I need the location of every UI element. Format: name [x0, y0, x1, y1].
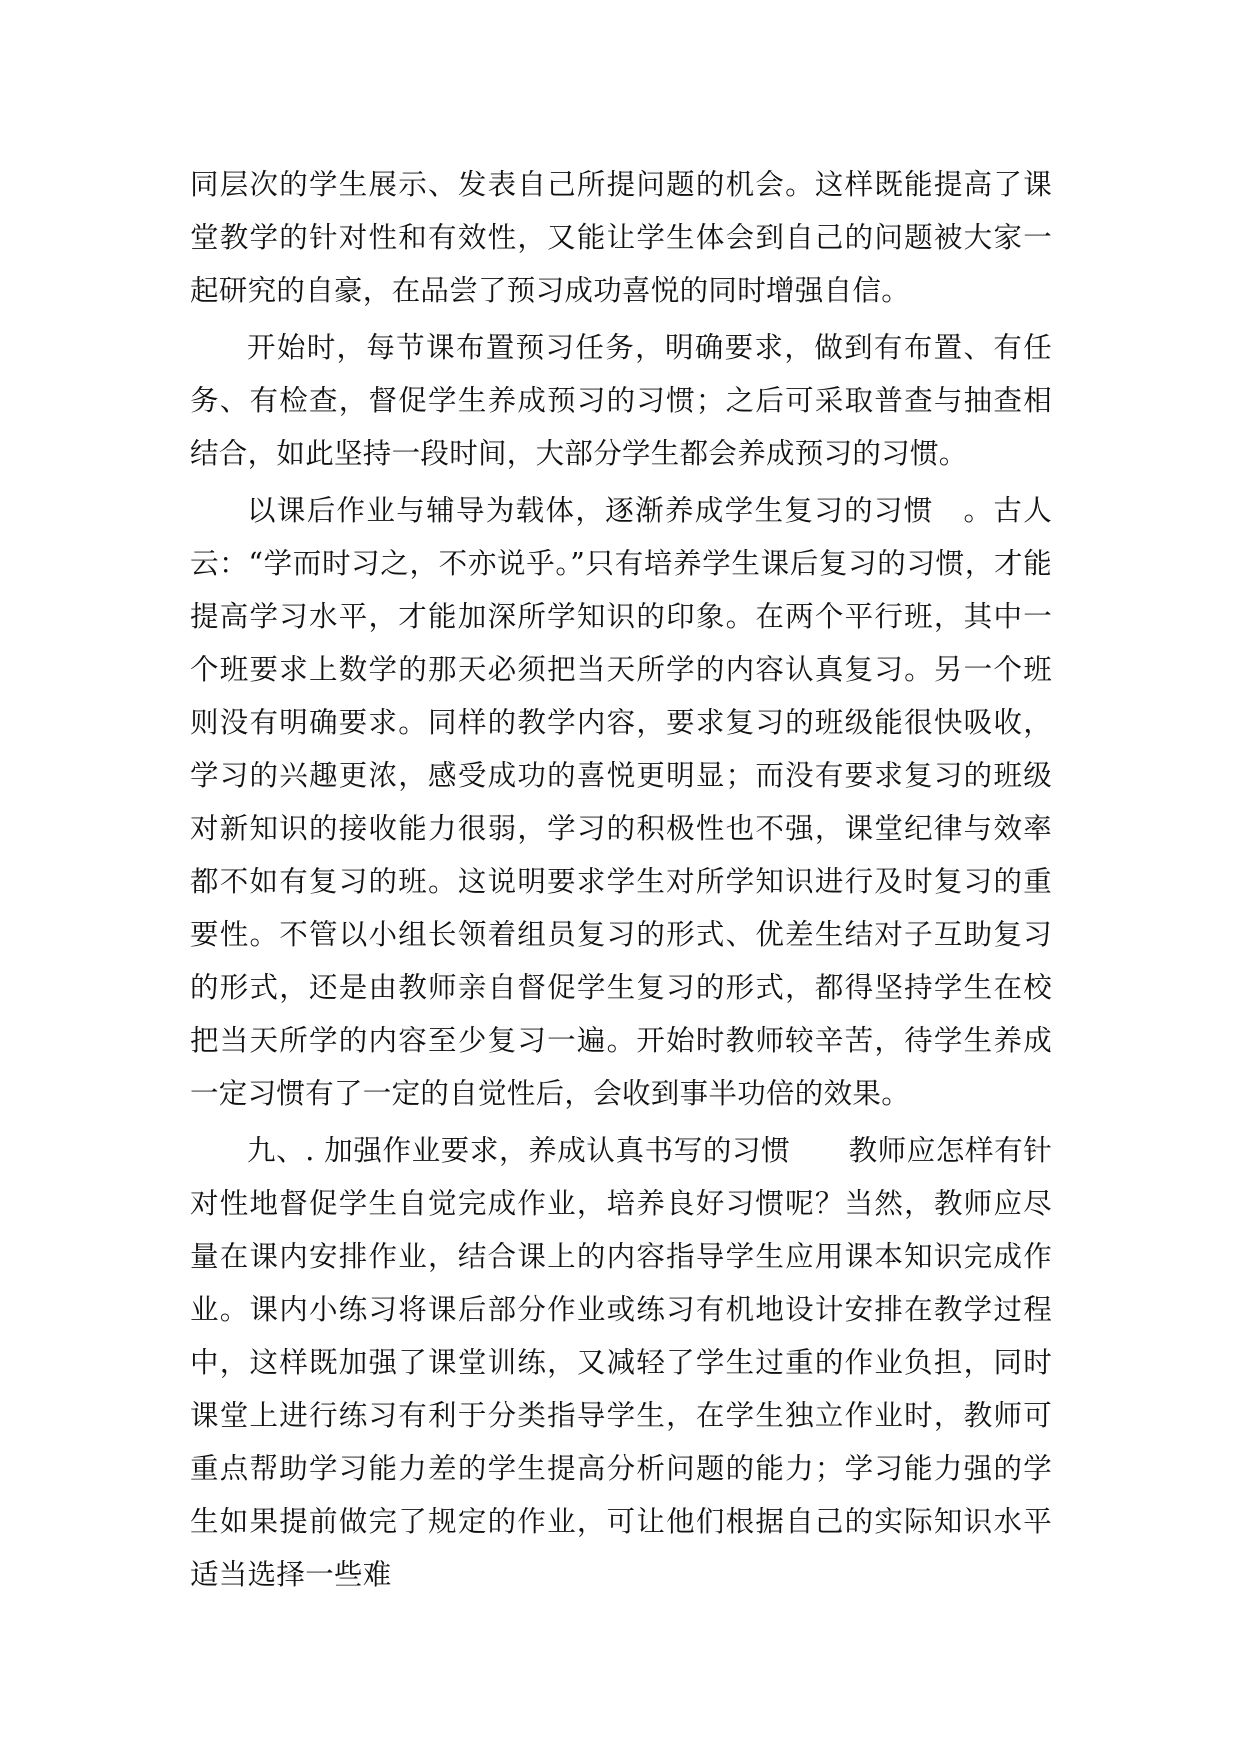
paragraph-homework-habit: 九、. 加强作业要求，养成认真书写的习惯 教师应怎样有针对性地督促学生自觉完成作业，培养良好习惯呢？当然，教师应尽量在课内安排作业，结合课上的内容指导学生应用课本知识完成作业。课内小练习将课后部分作业或练习有机地设计安排在教学过程中，这样既加强了课堂训练，又减轻了学生过重的作业负担，同时课堂上进行练习有利于分类指导学生，在学生独立作业时，教师可重点帮助学习能力差的学生提高分析问题的能力；学习能力强的学生如果提前做完了规定的作业，可让他们根据自己的实际知识水平适当选择一些难	[190, 1134, 1052, 1591]
paragraph-review-habit: 以课后作业与辅导为载体，逐渐养成学生复习的习惯 。古人云：“学而时习之，不亦说乎。”只有培养学生课后复习的习惯，才能提高学习水平，才能加深所学知识的印象。在两个平行班，其中一个班要求上数学的那天必须把当天所学的内容认真复习。另一个班则没有明确要求。同样的教学内容，要求复习的班级能很快吸收，学习的兴趣更浓，感受成功的喜悦更明显；而没有要求复习的班级对新知识的接收能力很弱，学习的积极性也不强，课堂纪律与效率都不如有复习的班。这说明要求学生对所学知识进行及时复习的重要性。不管以小组长领着组员复习的形式、优差生结对子互助复习的形式，还是由教师亲自督促学生复习的形式，都得坚持学生在校把当天所学的内容至少复习一遍。开始时教师较辛苦，待学生养成一定习惯有了一定的自觉性后，会收到事半功倍的效果。	[190, 494, 1052, 1110]
paragraph-continuation: 同层次的学生展示、发表自己所提问题的机会。这样既能提高了课堂教学的针对性和有效性，又能让学生体会到自己的问题被大家一起研究的自豪，在品尝了预习成功喜悦的同时增强自信。	[190, 168, 1052, 307]
paragraph-preview-routine: 开始时，每节课布置预习任务，明确要求，做到有布置、有任务、有检查，督促学生养成预习的习惯；之后可采取普查与抽查相结合，如此坚持一段时间，大部分学生都会养成预习的习惯。	[190, 331, 1052, 470]
document-body	[190, 158, 1052, 1605]
